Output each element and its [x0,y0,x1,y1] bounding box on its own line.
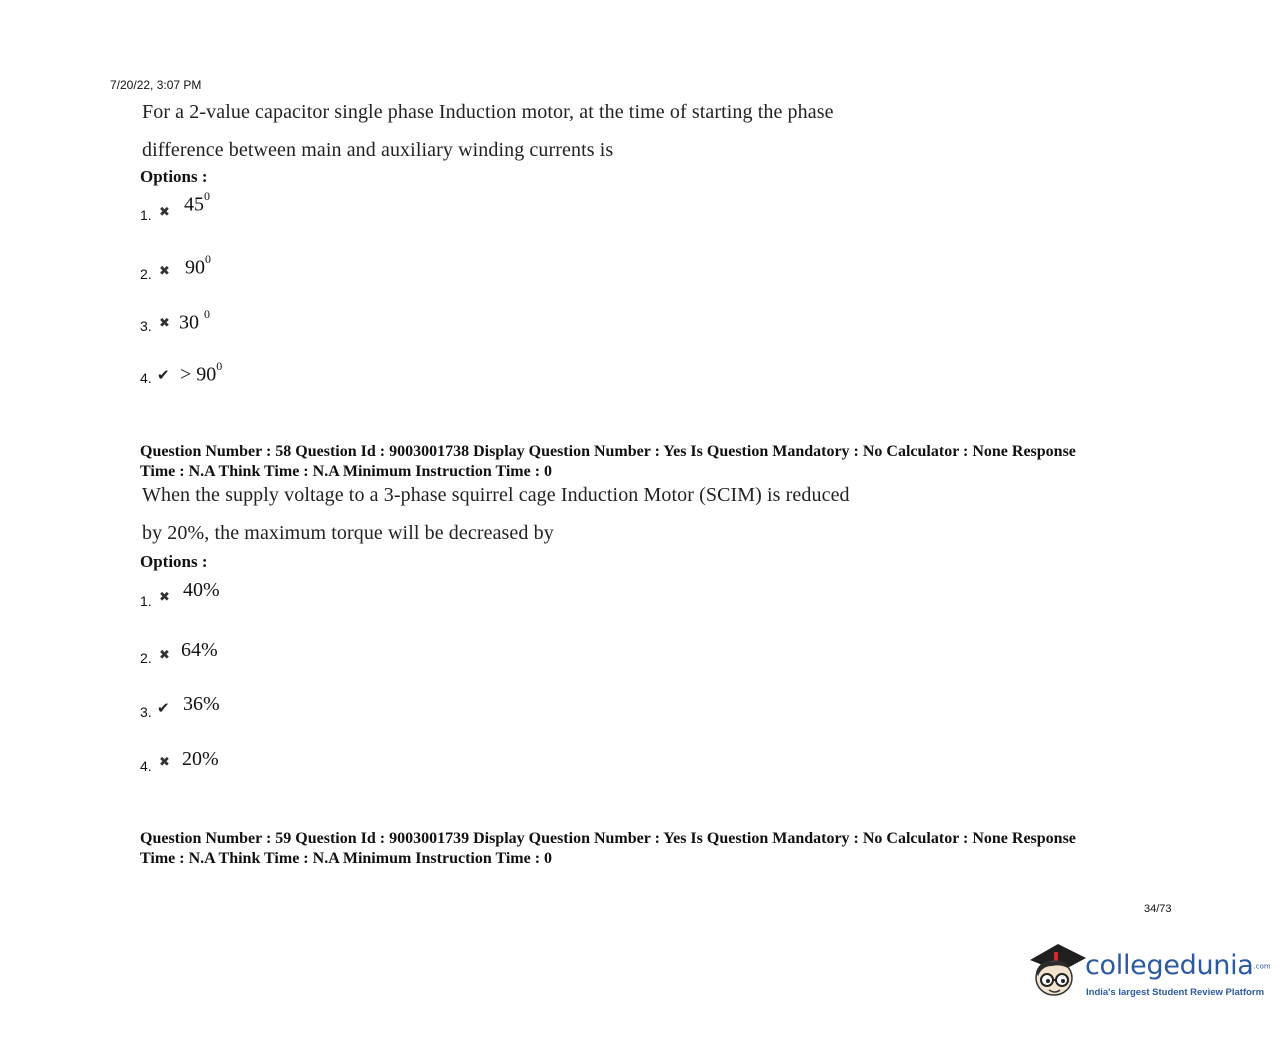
question-58-meta-line2: Time : N.A Think Time : N.A Minimum Instruction Time : 0 [140,463,553,480]
question-58-text-line2: by 20%, the maximum torque will be decreased by [142,522,554,544]
question-59-meta [140,829,1170,869]
option-value: 64% [181,639,218,661]
mascot-logo-icon [1024,938,1088,1008]
option-number: 1. [140,593,152,609]
option-number: 1. [140,207,152,223]
question-58-meta [140,442,1170,482]
option-number: 3. [140,704,152,720]
question-58-meta-line1: Question Number : 58 Question Id : 9003001738 Display Question Number : Yes Is Question Mandatory : No Calculator : None Response [140,443,1076,460]
wrong-mark-icon: ✖ [159,205,170,220]
collegedunia-logo [1024,938,1271,1008]
option-value: 30 $^0$ [179,307,210,334]
question-57-options-label: Options : [140,167,208,186]
question-57-text-line2: difference between main and auxiliary winding currents is [142,139,614,161]
logo-tagline: India's largest Student Review Platform [1086,987,1265,998]
wrong-mark-icon: ✖ [159,590,170,605]
correct-checkmark-icon: ✔ [157,366,170,384]
wrong-mark-icon: ✖ [159,648,170,663]
question-58-options-label: Options : [140,552,208,571]
question-59-meta-line1: Question Number : 59 Question Id : 9003001739 Display Question Number : Yes Is Question Mandatory : No Calculator : None Response [140,830,1076,847]
wrong-mark-icon: ✖ [159,755,170,770]
question-59-meta-line2: Time : N.A Think Time : N.A Minimum Instruction Time : 0 [140,850,553,867]
option-number: 4. [140,370,152,386]
wrong-mark-icon: ✖ [159,264,170,279]
option-value: > $90^0$ [180,359,223,386]
print-timestamp: 7/20/22, 3:07 PM [110,78,202,92]
option-value: $45^0$ [184,189,210,216]
option-value: $90^0$ [185,252,211,279]
option-number: 2. [140,650,152,666]
logo-wordmark: collegedunia.com [1085,950,1271,981]
correct-checkmark-icon: ✔ [157,699,170,717]
question-57-text-line1: For a 2-value capacitor single phase Induction motor, at the time of starting the phase [142,101,834,123]
question-58-text-line1: When the supply voltage to a 3-phase squirrel cage Induction Motor (SCIM) is reduced [142,484,850,506]
wrong-mark-icon: ✖ [159,316,170,331]
option-number: 2. [140,266,152,282]
option-value: 40% [183,579,220,601]
option-value: 20% [182,748,219,770]
option-number: 4. [140,758,152,774]
option-number: 3. [140,318,152,334]
option-value: 36% [183,693,220,715]
page-number: 34/73 [1144,903,1172,915]
